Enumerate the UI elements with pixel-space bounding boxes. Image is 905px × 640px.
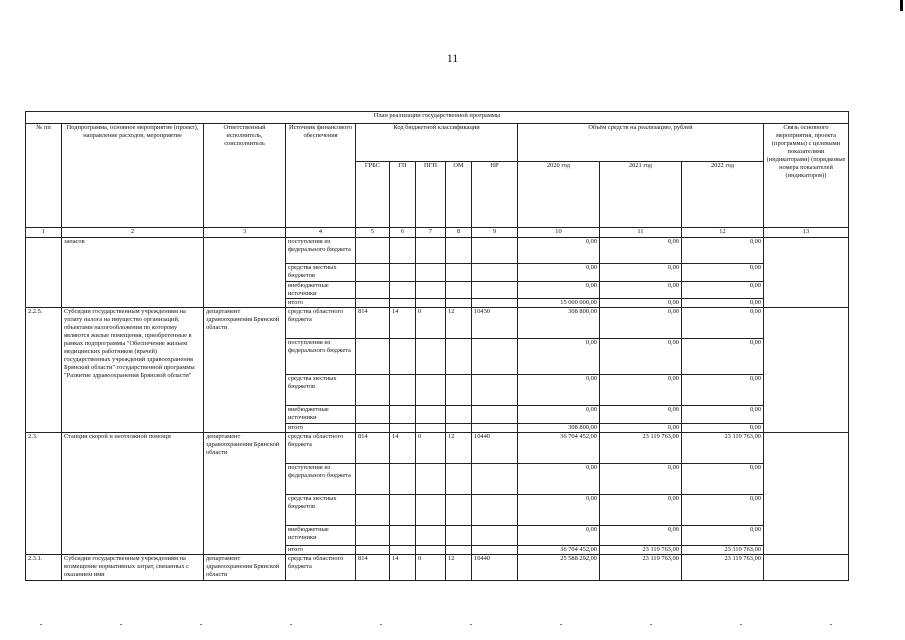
header-grbs: ГРБС — [356, 162, 390, 228]
code-pgp — [416, 264, 446, 282]
code-np — [472, 339, 518, 375]
code-gp: 14 — [390, 433, 416, 464]
amount-2022: 0,00 — [682, 339, 764, 375]
code-pgp: 0 — [416, 433, 446, 464]
code-grbs — [356, 299, 390, 308]
table-row — [26, 433, 849, 464]
column-number-cell: 10 — [518, 228, 600, 238]
code-grbs — [356, 282, 390, 299]
code-grbs: 814 — [356, 555, 390, 581]
amount-2022: 0,00 — [682, 375, 764, 406]
code-grbs: 814 — [356, 433, 390, 464]
table-title: План реализации государственной программы — [26, 112, 849, 124]
funding-source: итого — [286, 299, 356, 308]
amount-2022: 0,00 — [682, 308, 764, 339]
funding-source: средства местных бюджетов — [286, 375, 356, 406]
code-np — [472, 282, 518, 299]
code-gp — [390, 375, 416, 406]
column-number-cell: 7 — [416, 228, 446, 238]
code-pgp — [416, 406, 446, 424]
code-om — [446, 546, 472, 555]
code-gp — [390, 546, 416, 555]
indicator-link — [764, 238, 849, 308]
amount-2020: 0,00 — [518, 406, 600, 424]
code-om — [446, 406, 472, 424]
amount-2020: 308 800,00 — [518, 424, 600, 433]
amount-2020: 36 704 452,00 — [518, 546, 600, 555]
column-number-cell: 11 — [600, 228, 682, 238]
code-np — [472, 406, 518, 424]
code-np — [472, 464, 518, 495]
code-np — [472, 546, 518, 555]
amount-2021: 0,00 — [600, 339, 682, 375]
code-om: 12 — [446, 308, 472, 339]
column-number-cell: 2 — [62, 228, 204, 238]
header-source: Источник финансового обеспечения — [286, 124, 356, 228]
funding-source: внебюджетные источники — [286, 526, 356, 546]
indicator-link — [764, 308, 849, 433]
code-np — [472, 299, 518, 308]
amount-2020: 15 000 000,00 — [518, 299, 600, 308]
code-pgp — [416, 299, 446, 308]
code-gp — [390, 526, 416, 546]
amount-2022: 0,00 — [682, 299, 764, 308]
funding-source: поступления из федерального бюджета — [286, 339, 356, 375]
amount-2020: 0,00 — [518, 375, 600, 406]
code-np — [472, 424, 518, 433]
funding-source: средства областного бюджета — [286, 308, 356, 339]
funding-source: внебюджетные источники — [286, 406, 356, 424]
funding-source: средства местных бюджетов — [286, 264, 356, 282]
column-number-cell: 1 — [26, 228, 62, 238]
amount-2020: 0,00 — [518, 526, 600, 546]
item-number: 2.2.5. — [26, 308, 62, 433]
item-number: 2.3.1. — [26, 555, 62, 581]
header-no: № пп — [26, 124, 62, 228]
code-grbs — [356, 495, 390, 526]
code-om: 12 — [446, 555, 472, 581]
item-name: Субсидии государственным учреждениям на уплату налога на имущество организаций, объектами налогообложения по которому являются жилые помещения, приобретенные в рамках подпрограммы "Обеспечение жильем медицинских работников (врачей) государственных учреждений здравоохранения Брянской области" государственной программы "Развитие здравоохранения Брянской области" — [62, 308, 204, 433]
code-gp — [390, 299, 416, 308]
amount-2021: 0,00 — [600, 375, 682, 406]
item-number: 2.3. — [26, 433, 62, 555]
funding-source: поступления из федерального бюджета — [286, 238, 356, 264]
code-gp — [390, 238, 416, 264]
column-number-cell: 8 — [446, 228, 472, 238]
code-grbs — [356, 375, 390, 406]
amount-2022: 23 119 763,00 — [682, 555, 764, 581]
code-gp — [390, 282, 416, 299]
amount-2020: 0,00 — [518, 339, 600, 375]
amount-2022: 23 119 763,00 — [682, 546, 764, 555]
funding-source: средства областного бюджета — [286, 555, 356, 581]
bottom-edge-dots — [0, 624, 905, 628]
amount-2022: 0,00 — [682, 282, 764, 299]
column-number-cell: 4 — [286, 228, 356, 238]
amount-2021: 0,00 — [600, 238, 682, 264]
indicator-link — [764, 555, 849, 581]
code-pgp — [416, 424, 446, 433]
amount-2021: 23 119 763,00 — [600, 433, 682, 464]
amount-2021: 0,00 — [600, 299, 682, 308]
amount-2022: 0,00 — [682, 406, 764, 424]
amount-2020: 308 800,00 — [518, 308, 600, 339]
code-grbs — [356, 424, 390, 433]
code-grbs — [356, 464, 390, 495]
header-2022: 2022 год — [682, 162, 764, 228]
amount-2022: 0,00 — [682, 464, 764, 495]
amount-2020: 0,00 — [518, 282, 600, 299]
code-np: 10440 — [472, 433, 518, 464]
column-number-cell: 3 — [204, 228, 286, 238]
code-np — [472, 264, 518, 282]
code-gp — [390, 264, 416, 282]
funding-source: итого — [286, 424, 356, 433]
edge-mark — [900, 0, 903, 11]
amount-2022: 0,00 — [682, 424, 764, 433]
header-pgp: ПГП — [416, 162, 446, 228]
column-number-row — [26, 228, 849, 238]
code-grbs — [356, 406, 390, 424]
header-budget-code: Код бюджетной классификации — [356, 124, 518, 162]
table-row — [26, 308, 849, 339]
amount-2020: 36 704 452,00 — [518, 433, 600, 464]
code-om — [446, 339, 472, 375]
table-row — [26, 555, 849, 581]
code-pgp — [416, 546, 446, 555]
amount-2022: 0,00 — [682, 495, 764, 526]
code-om — [446, 464, 472, 495]
funding-source: средства местных бюджетов — [286, 495, 356, 526]
code-pgp — [416, 375, 446, 406]
item-responsible: департамент здравоохранения Брянской области — [204, 555, 286, 581]
header-gp: ГП — [390, 162, 416, 228]
amount-2021: 23 119 763,00 — [600, 546, 682, 555]
indicator-link — [764, 433, 849, 555]
code-np — [472, 375, 518, 406]
implementation-plan-table — [25, 111, 849, 581]
code-np — [472, 238, 518, 264]
header-2021: 2021 год — [600, 162, 682, 228]
item-name: Станции скорой и неотложной помощи — [62, 433, 204, 555]
code-grbs — [356, 526, 390, 546]
amount-2021: 0,00 — [600, 495, 682, 526]
funding-source: итого — [286, 546, 356, 555]
amount-2022: 0,00 — [682, 264, 764, 282]
code-om — [446, 526, 472, 546]
header-link: Связь основного мероприятия, проекта (программы) с целевыми показателями (индикаторами) (порядковые номера показателей (индикаторов)) — [764, 124, 849, 228]
code-np — [472, 495, 518, 526]
code-om — [446, 264, 472, 282]
amount-2020: 0,00 — [518, 464, 600, 495]
code-om — [446, 282, 472, 299]
amount-2020: 0,00 — [518, 495, 600, 526]
amount-2020: 0,00 — [518, 238, 600, 264]
code-pgp — [416, 526, 446, 546]
code-om: 12 — [446, 433, 472, 464]
code-grbs: 814 — [356, 308, 390, 339]
page-number: 11 — [446, 51, 459, 65]
amount-2021: 0,00 — [600, 308, 682, 339]
amount-2022: 23 119 763,00 — [682, 433, 764, 464]
code-gp: 14 — [390, 308, 416, 339]
item-name: Субсидии государственным учреждениям на возмещение нормативных затрат, связанных с оказанием ими — [62, 555, 204, 581]
column-number-cell: 5 — [356, 228, 390, 238]
code-pgp — [416, 339, 446, 375]
code-om — [446, 495, 472, 526]
code-pgp — [416, 464, 446, 495]
code-gp — [390, 406, 416, 424]
code-gp — [390, 495, 416, 526]
item-name: запасов — [62, 238, 204, 308]
header-responsible: Ответственный исполнитель, соисполнитель — [204, 124, 286, 228]
code-om — [446, 238, 472, 264]
code-grbs — [356, 339, 390, 375]
amount-2021: 23 119 763,00 — [600, 555, 682, 581]
code-om — [446, 299, 472, 308]
code-om — [446, 424, 472, 433]
code-np: 10430 — [472, 308, 518, 339]
code-grbs — [356, 264, 390, 282]
header-volume: Объём средств на реализацию, рублей — [518, 124, 764, 162]
column-number-cell: 6 — [390, 228, 416, 238]
amount-2020: 25 588 292,00 — [518, 555, 600, 581]
amount-2021: 0,00 — [600, 424, 682, 433]
code-pgp — [416, 282, 446, 299]
item-number — [26, 238, 62, 308]
code-np — [472, 526, 518, 546]
funding-source: поступления из федерального бюджета — [286, 464, 356, 495]
code-gp: 14 — [390, 555, 416, 581]
code-np: 10440 — [472, 555, 518, 581]
code-pgp — [416, 238, 446, 264]
code-grbs — [356, 238, 390, 264]
amount-2022: 0,00 — [682, 526, 764, 546]
code-pgp: 0 — [416, 555, 446, 581]
funding-source: внебюджетные источники — [286, 282, 356, 299]
table-row — [26, 238, 849, 264]
code-om — [446, 375, 472, 406]
amount-2020: 0,00 — [518, 264, 600, 282]
amount-2022: 0,00 — [682, 238, 764, 264]
amount-2021: 0,00 — [600, 282, 682, 299]
amount-2021: 0,00 — [600, 464, 682, 495]
funding-source: средства областного бюджета — [286, 433, 356, 464]
column-number-cell: 9 — [472, 228, 518, 238]
code-pgp — [416, 495, 446, 526]
column-number-cell: 13 — [764, 228, 849, 238]
column-number-cell: 12 — [682, 228, 764, 238]
header-subprogram: Подпрограмма, основное мероприятие (проект), направление расходов, мероприятие — [62, 124, 204, 228]
code-grbs — [356, 546, 390, 555]
code-gp — [390, 339, 416, 375]
code-gp — [390, 464, 416, 495]
header-om: ОМ — [446, 162, 472, 228]
code-pgp: 0 — [416, 308, 446, 339]
header-2020: 2020 год — [518, 162, 600, 228]
item-responsible: департамент здравоохранения Брянской области — [204, 433, 286, 555]
code-gp — [390, 424, 416, 433]
amount-2021: 0,00 — [600, 526, 682, 546]
header-np: НР — [472, 162, 518, 228]
amount-2021: 0,00 — [600, 264, 682, 282]
amount-2021: 0,00 — [600, 406, 682, 424]
item-responsible: департамент здравоохранения Брянской области — [204, 308, 286, 433]
item-responsible — [204, 238, 286, 308]
